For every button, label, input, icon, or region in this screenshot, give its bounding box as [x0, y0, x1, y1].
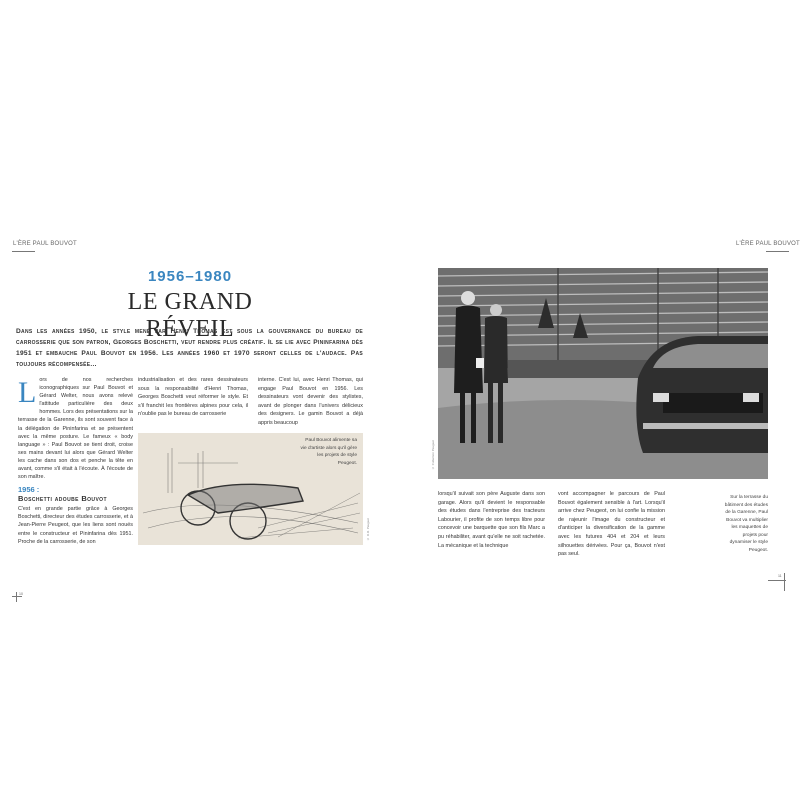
page-title: LE GRAND RÉVEIL: [127, 289, 253, 342]
crop-mark-left-v: [16, 592, 17, 602]
running-head-left: L'ÈRE PAUL BOUVOT: [13, 241, 77, 247]
photo-scene: [438, 268, 768, 479]
running-head-rule-right: [766, 251, 789, 252]
sketch-credit: © D.R. Peugeot: [366, 518, 370, 541]
photo-credit: © Collection Peugeot: [431, 440, 435, 471]
subhead: Boschetti adoube Bouvot: [18, 494, 107, 504]
running-head-rule: [12, 251, 35, 252]
crop-mark-left: [12, 596, 22, 597]
column-1-text-2: C'est en grande partie grâce à Georges Boschetti, directeur des études carrosserie, et à Jean-Pierre Peugeot, que les liens sont noués entre le constructeur et Pininfarina dès 1951. Proche de la carrosserie, de son: [18, 506, 133, 545]
folio-right: 11: [778, 574, 782, 578]
folio-left: 10: [19, 592, 23, 596]
column-3: interne. C'est lui, avec Henri Thomas, qui engage Paul Bouvot en 1956. Les dessinateurs vont devenir des stylistes, avant de plonger dans l'univers délicieux des designers. Le gamin Bouvot a déjà appris beaucoup: [258, 377, 363, 426]
drop-cap: L: [18, 376, 37, 409]
crop-mark-right-v: [784, 573, 785, 591]
column-1: [18, 376, 133, 546]
photo-caption: Sur la terrasse du bâtiment des études de la Garenne, Paul Bouvot va multiplier les maquettes de projets pour dynamiser le style Peugeot.: [724, 495, 768, 553]
sketch-caption: Paul Bouvot alimente sa vie d'artiste alors qu'il gère les projets de style Peugeot.: [300, 438, 357, 466]
racing-car-sketch: [138, 433, 363, 545]
subhead-year: 1956 :: [18, 485, 40, 495]
column-5: vont accompagner le parcours de Paul Bouvot également sensible à l'art. Lorsqu'il arrive chez Peugeot, on lui confie la mission de rajeunir l'image du constructeur et d'anticiper la diversification de la gamme avec les futures 404 et 204 et leurs silhouettes dérivées. Pour ça, Bouvot n'est pas seul.: [558, 491, 665, 558]
column-4: lorsqu'il suivait son père Auguste dans son garage. Alors qu'il devient le responsable des études dans l'entreprise des tracteurs Labourier, il profite de son temps libre pour concevoir une barquette que son fils Marc a pu réhabiliter, avant qu'elle ne soit rachetée. La mécanique et la technique: [438, 491, 545, 549]
column-2: industrialisation et des rares dessinateurs sous la responsabilité d'Henri Thomas, Georges Boschetti veut réformer le style. Et s'il franchit les frontières alpines pour cela, il n'oublie pas le bureau de carrosserie: [138, 377, 248, 418]
column-1-text: ors de nos recherches iconographiques sur Paul Bouvot et Gérard Welter, nous avons relevé l'attitude particulière des deux hommes. Lors des présentations sur la terrasse de la Garenne, ils sont souvent face à la délégation de Pininfarina et se présentent avec la même posture. Le fameux « body language » : Paul Bouvot se tient droit, croise ses mains devant lui alors que Gérard Welter les cache dans son dos et penche la tête en avant, comme s'il était à l'écoute. À l'écoute de son maître.: [18, 377, 133, 481]
running-head-right: L'ÈRE PAUL BOUVOT: [736, 241, 800, 247]
terrace-photo: [438, 268, 768, 479]
chapo: Dans les années 1950, le style mené par Henri Thomas est sous la gouvernance du bureau de carrosserie que son patron, Georges Boschetti, veut rendre plus créatif. Il se lie avec Pininfarina dès 1951 et embauche Paul Bouvot en 1956. Les années 1960 et 1970 seront celles de l'audace. Pas toujours récompensée...: [16, 328, 363, 368]
section-kicker: 1956–1980: [147, 268, 233, 285]
